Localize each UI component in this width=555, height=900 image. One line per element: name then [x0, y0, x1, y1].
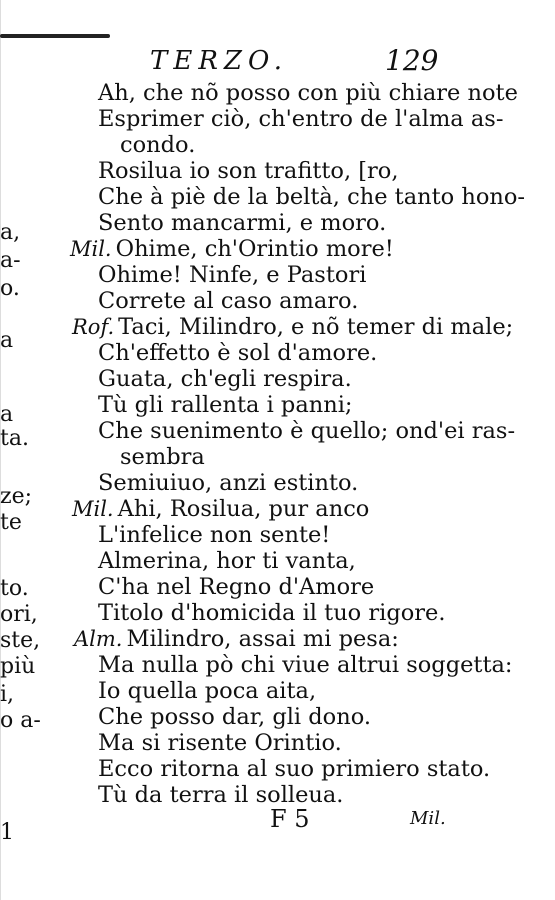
left-fragment: i, — [0, 682, 15, 707]
left-fragment: a — [0, 402, 14, 427]
verse-line: Rosilua io son trafitto, [ro, — [98, 158, 399, 184]
catchword: Mil. — [410, 808, 446, 829]
verse-line: Almerina, hor ti vanta, — [98, 548, 356, 574]
verse-line: Tù gli rallenta i panni; — [98, 392, 353, 418]
left-fragment: o. — [0, 276, 20, 301]
verse-line: C'ha nel Regno d'Amore — [98, 574, 375, 600]
verse-line: Titolo d'homicida il tuo rigore. — [98, 600, 446, 626]
left-fragment: più — [0, 654, 36, 679]
verse-line: Mil. Ohime, ch'Orintio more! — [70, 236, 394, 262]
verse-line: Esprimer ciò, ch'entro de l'alma as- — [98, 106, 504, 132]
verse-line: sembra — [120, 444, 205, 470]
left-fragment: to. — [0, 576, 29, 601]
verse-line: Guata, ch'egli respira. — [98, 366, 352, 392]
left-fragment: ze; — [0, 484, 33, 509]
verse-line: Ma si risente Orintio. — [98, 730, 342, 756]
verse-line: Ecco ritorna al suo primiero stato. — [98, 756, 491, 782]
left-fragment: o a- — [0, 708, 41, 733]
left-fragment: a- — [0, 248, 21, 273]
verse-line: Sento mancarmi, e moro. — [98, 210, 387, 236]
verse-line: Che posso dar, gli dono. — [98, 704, 372, 730]
speaker-label: Alm. — [74, 627, 123, 651]
verse-line: Ch'effetto è sol d'amore. — [98, 340, 378, 366]
verse-line: Mil. Ahi, Rosilua, pur anco — [72, 496, 370, 522]
running-title: TERZO. — [150, 46, 289, 76]
verse-line: L'infelice non sente! — [98, 522, 331, 548]
left-fragment: 1 — [0, 820, 14, 845]
speaker-label: Mil. — [72, 497, 114, 521]
verse-line: condo. — [120, 132, 196, 158]
verse-line: Rof. Taci, Milindro, e nõ temer di male; — [72, 314, 514, 340]
left-fragment: te — [0, 510, 22, 535]
speaker-label: Rof. — [72, 315, 115, 339]
verse-line: Correte al caso amaro. — [98, 288, 359, 314]
page-number: 129 — [385, 44, 439, 77]
speaker-label: Mil. — [70, 237, 112, 261]
verse-line: Semiuiuo, anzi estinto. — [98, 470, 359, 496]
verse-line: Ah, che nõ posso con più chiare note — [98, 80, 518, 106]
verse-line: Alm. Milindro, assai mi pesa: — [74, 626, 399, 652]
left-fragment: a — [0, 328, 14, 353]
verse-line: Tù da terra il solleua. — [98, 782, 344, 808]
signature-mark: F 5 — [270, 805, 310, 833]
left-fragment: ste, — [0, 628, 41, 653]
verse-line: Che suenimento è quello; ond'ei ras- — [98, 418, 516, 444]
verse-line: Ma nulla pò chi viue altrui soggetta: — [98, 652, 513, 678]
left-fragment: ori, — [0, 602, 38, 627]
verse-line: Io quella poca aita, — [98, 678, 317, 704]
verse-line: Che à piè de la beltà, che tanto hono- — [98, 184, 526, 210]
left-fragment: ta. — [0, 426, 29, 451]
verse-line: Ohime! Ninfe, e Pastori — [98, 262, 367, 288]
left-fragment: a, — [0, 220, 21, 245]
